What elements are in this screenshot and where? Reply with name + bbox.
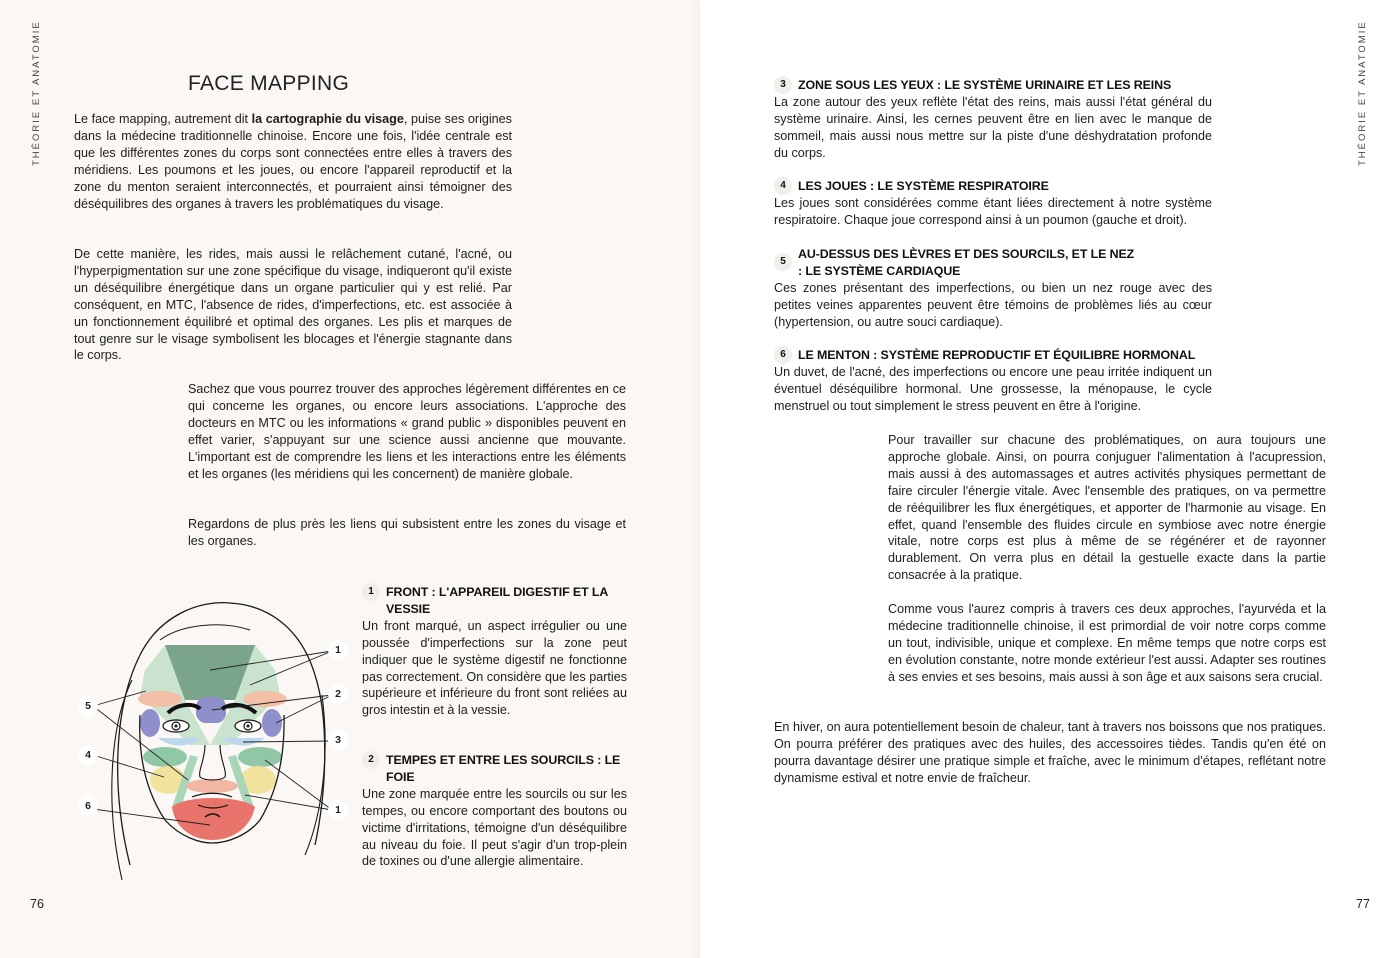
callout-badge: 3 bbox=[328, 730, 348, 750]
page-title: FACE MAPPING bbox=[188, 72, 350, 95]
zone-text: Une zone marquée entre les sourcils ou sur les tempes, ou encore comportant des boutons ou victime d'irritations, témoigne d'un déséquilibre au niveau du foie. Il peut s'agir d'un trop-plein de toxines ou d'une allergie alimentaire. bbox=[362, 786, 627, 869]
zone-lips-brows-nose bbox=[774, 246, 1212, 331]
intro-text-end: , puise ses origines dans la médecine traditionnelle chinoise. Encore une fois, l'idée centrale est que les différentes zones du corps sont connectées entre elles à travers des méridiens. Les poumons et les joues, ou encore l'appareil reproductif et la zone du menton seraient interconnectés, et pourraient ainsi témoigner des déséquilibres des organes à travers les problématiques du visage. bbox=[74, 112, 512, 211]
paragraph-text: Comme vous l'aurez compris à travers ces deux approches, l'ayurvéda et la médecine traditionnelle chinoise, il est primordial de voir notre corps comme un tout, indivisible, unique et complexe. En même temps que notre corps est en évolution constante, notre monde extérieur l'est aussi. Adapter ses routines à ses envies et ses besoins, mais aussi à son âge et aux saisons sera crucial. bbox=[888, 602, 1326, 684]
intro-paragraph bbox=[74, 111, 512, 212]
running-head-left: THÉORIE ET ANATOMIE bbox=[31, 20, 42, 166]
zone-heading bbox=[362, 584, 627, 618]
paragraph-text: En hiver, on aura potentiellement besoin de chaleur, tant à travers nos boissons que nos pratiques. On pourra préférer des pratiques avec des huiles, des accessoires tièdes. Tandis qu'en été on pourra davantage désirer une pratique simple et fraîche, avec le minimum d'étapes, reflétant notre dynamisme estival et notre envie de fraîcheur. bbox=[774, 720, 1326, 785]
intro-text-start: Le face mapping, autrement dit bbox=[74, 112, 252, 126]
callout-badge: 1 bbox=[328, 800, 348, 820]
paragraph-links bbox=[188, 516, 626, 550]
zone-number-badge: 2 bbox=[362, 751, 380, 769]
paragraph-ayurveda-mtc bbox=[888, 601, 1326, 686]
intro-bold-term: la cartographie du visage bbox=[251, 112, 404, 126]
zone-cheeks bbox=[774, 178, 1212, 229]
page-number-right: 77 bbox=[1356, 897, 1370, 911]
zone-heading bbox=[774, 178, 1212, 195]
zone-under-eyes bbox=[774, 77, 1212, 162]
zone-heading-text: TEMPES ET ENTRE LES SOURCILS : LE FOIE bbox=[386, 753, 621, 784]
page-number-left: 76 bbox=[30, 897, 44, 911]
paragraph-text: Regardons de plus près les liens qui subsistent entre les zones du visage et les organes. bbox=[188, 517, 626, 548]
zone-number-badge: 5 bbox=[774, 253, 792, 271]
zone-text: Les joues sont considérées comme étant liées directement à notre système respiratoire. Chaque joue correspond ainsi à un poumon (gauche et droit). bbox=[774, 196, 1212, 227]
paragraph-text: De cette manière, les rides, mais aussi le relâchement cutané, l'acné, ou l'hyperpigmentation sur une zone spécifique du visage, indiqueront qu'il existe un déséquilibre énergétique dans un organe particulier qui y est relié. Par conséquent, en MTC, l'absence de rides, d'imperfections, etc. est associée à un fonctionnement équilibré et optimal des organes. Les plis et marques de tout genre sur le visage symbolisent les blocages et l'énergie stagnante dans le corps. bbox=[74, 247, 512, 363]
callout-badge: 4 bbox=[78, 745, 98, 765]
zone-heading-text: ZONE SOUS LES YEUX : LE SYSTÈME URINAIRE ET LES REINS bbox=[798, 78, 1172, 92]
face-mapping-illustration bbox=[60, 585, 360, 895]
paragraph-seasons bbox=[774, 719, 1326, 787]
zone-text: Un front marqué, un aspect irrégulier ou une poussée d'imperfections sur la zone peut indiquer que le système digestif ne fonctionne pas correctement. On considère que les parties supérieure et inférieure du front sont reliées au gros intestin et à la vessie. bbox=[362, 618, 627, 718]
zone-heading-text: LE MENTON : SYSTÈME REPRODUCTIF ET ÉQUILIBRE HORMONAL bbox=[798, 348, 1196, 362]
zone-temples bbox=[362, 752, 627, 870]
callout-badge: 6 bbox=[78, 796, 98, 816]
zone-number-badge: 6 bbox=[774, 346, 792, 364]
zone-heading bbox=[774, 246, 1212, 280]
zone-text: La zone autour des yeux reflète l'état des reins, mais aussi l'état général du système urinaire. Ainsi, les cernes peuvent être en lien avec le manque de sommeil, mais aussi nous mettre sur la piste d'une déshydratation profonde du corps. bbox=[774, 95, 1212, 160]
paragraph-approaches bbox=[188, 381, 626, 482]
zone-text: Un duvet, de l'acné, des imperfections ou encore une peau irritée indiquent un éventuel déséquilibre hormonal. Une grossesse, la ménopause, le cycle menstruel ou tout simplement le stress peuvent en être à l'origine. bbox=[774, 365, 1212, 413]
callout-badge: 2 bbox=[328, 684, 348, 704]
zone-number-badge: 4 bbox=[774, 177, 792, 195]
zone-heading bbox=[362, 752, 627, 786]
paragraph-text: Sachez que vous pourrez trouver des approches légèrement différentes en ce qui concerne les organes, ou encore leurs associations. L'approche des docteurs en MTC ou les informations « grand public » disponibles peuvent en effet varier, s'appuyant sur une science aussi ancienne que mouvante. L'important est de comprendre les liens et les interactions entre les éléments et les organes (les méridiens qui les concernent) de manière globale. bbox=[188, 382, 626, 481]
zone-text: Ces zones présentant des imperfections, ou bien un nez rouge avec des petites veines apparentes peuvent être témoins de problèmes liés au cœur (hypertension, ou autre souci cardiaque). bbox=[774, 280, 1212, 329]
zone-heading-text: AU-DESSUS DES LÈVRES ET DES SOURCILS, ET LE NEZ : LE SYSTÈME CARDIAQUE bbox=[798, 247, 1135, 278]
callout-badge: 5 bbox=[78, 696, 98, 716]
zone-heading-text: LES JOUES : LE SYSTÈME RESPIRATOIRE bbox=[798, 179, 1049, 193]
zone-heading-text: FRONT : L'APPAREIL DIGESTIF ET LA VESSIE bbox=[386, 585, 608, 616]
zone-heading bbox=[774, 347, 1212, 364]
zone-number-badge: 3 bbox=[774, 76, 792, 94]
callout-badge: 1 bbox=[328, 640, 348, 660]
zone-forehead bbox=[362, 584, 627, 719]
face-drawing-icon bbox=[60, 585, 360, 895]
zone-number-badge: 1 bbox=[362, 583, 380, 601]
paragraph-text: Pour travailler sur chacune des problématiques, on aura toujours une approche globale. Ainsi, on pourra conjuguer l'alimentation à l'acupression, mais aussi à des automassages et autres activités physiques permettant de faire circuler l'énergie vitale. Avec l'ensemble des pratiques, on va permettre de rééquilibrer les flux énergétiques, et apporter de l'harmonie au visage. En effet, quand l'ensemble des fluides circule en symbiose avec notre énergie vitale, notre corps est plus à même de se régénérer et de rayonner durablement. On verra plus en détail la gestuelle exacte dans la partie consacrée à la pratique. bbox=[888, 433, 1326, 583]
running-head-right: THÉORIE ET ANATOMIE bbox=[1357, 20, 1368, 166]
paragraph-global-approach bbox=[888, 432, 1326, 584]
zone-heading bbox=[774, 77, 1212, 94]
zone-chin bbox=[774, 347, 1212, 415]
paragraph-wrinkles bbox=[74, 246, 512, 364]
